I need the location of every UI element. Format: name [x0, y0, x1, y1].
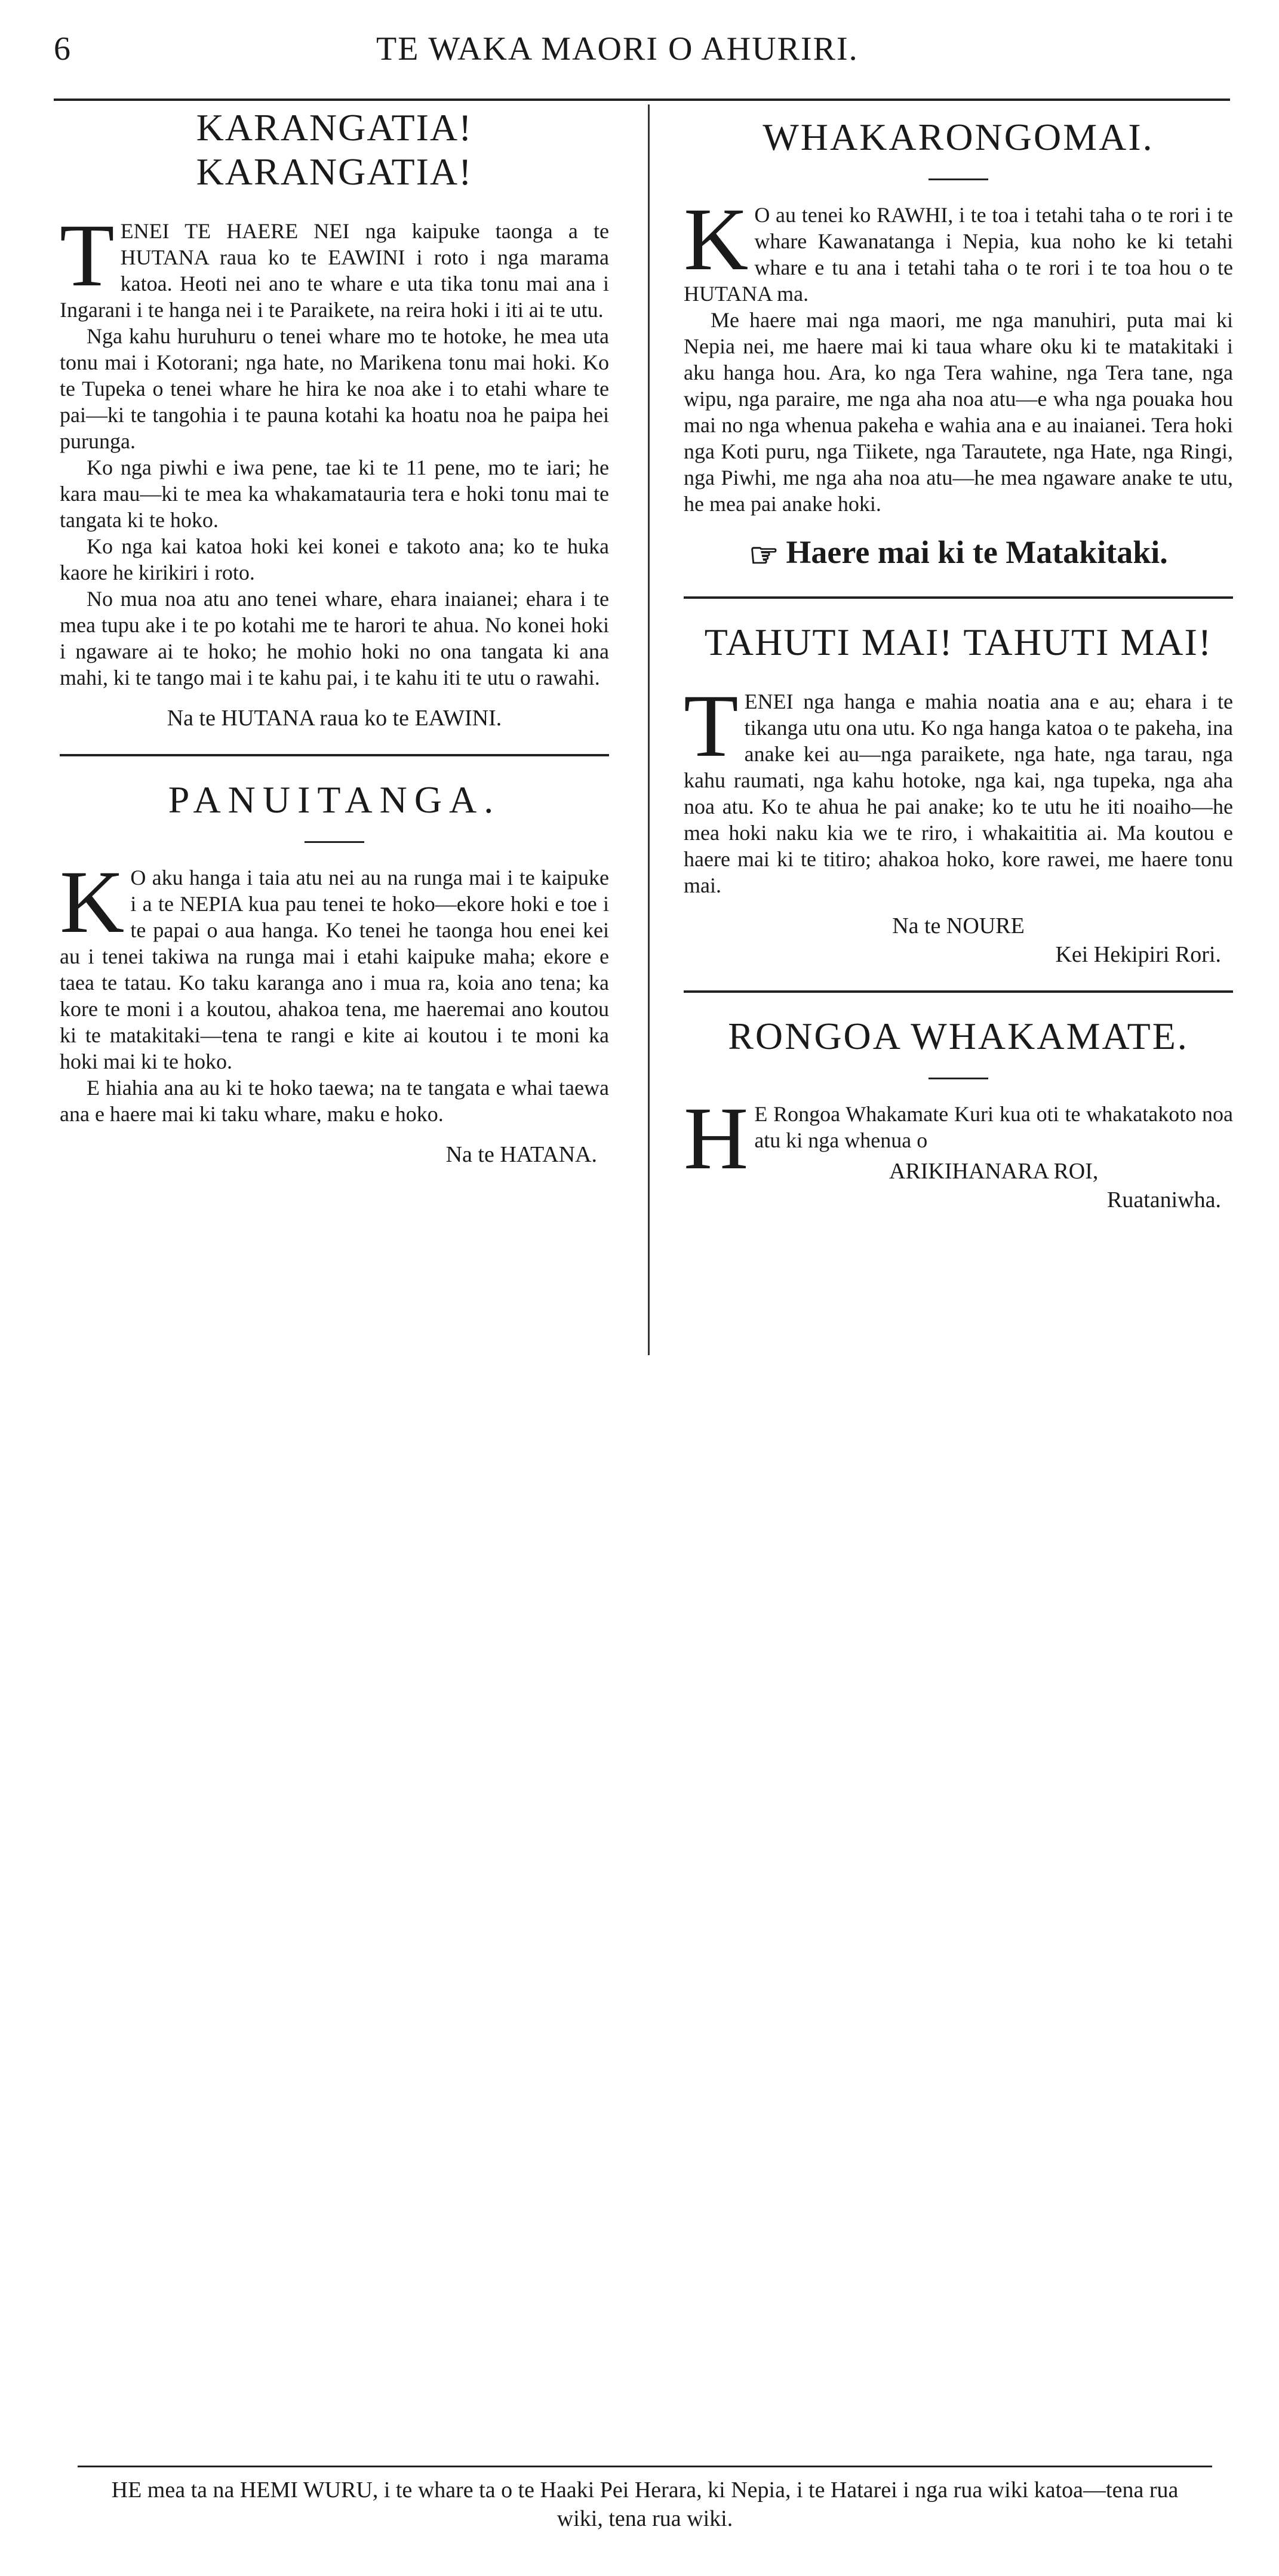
- signature-address: Ruataniwha.: [1106, 1187, 1221, 1213]
- tahuti-advert: [684, 620, 1233, 969]
- whakarongomai-advert: [684, 115, 1233, 575]
- dropcap: T: [684, 676, 739, 776]
- pointing-hand-icon: ☞: [749, 537, 779, 575]
- paragraph: E hiahia ana au ki te hoko taewa; na te tangata e whai taewa ana e haere mai ki taku whare, maku e hoko.: [60, 1076, 609, 1126]
- callout: ☞ Haere mai ki te Matakitaki.: [749, 534, 1168, 575]
- dropcap: H: [684, 1089, 749, 1189]
- signature: Na te HUTANA raua ko te EAWINI.: [167, 706, 502, 731]
- section-rule: [684, 596, 1233, 599]
- section-rule: [684, 990, 1233, 993]
- newspaper-title: TE WAKA MAORI O AHURIRI.: [376, 30, 859, 67]
- signature-address: Kei Hekipiri Rori.: [1055, 942, 1221, 968]
- footer-rule: [78, 2466, 1212, 2467]
- right-column: [684, 104, 1233, 1214]
- section-rule: [60, 754, 609, 756]
- paragraph: Ko nga piwhi e iwa pene, tae ki te 11 pene, mo te iari; he kara mau—ki te mea ka whakamatauria tera e hoki tonu mai te tangata ki te hoko.: [60, 456, 609, 532]
- karangatia-advert: [60, 106, 609, 733]
- imprint-footer: [78, 2466, 1212, 2533]
- signature: ARIKIHANARA ROI,: [888, 1159, 1099, 1184]
- panuitanga-advert: [60, 778, 609, 1169]
- title-rule: [928, 1078, 988, 1079]
- left-column: [60, 104, 609, 1169]
- section-title: RONGOA WHAKAMATE.: [728, 1015, 1189, 1058]
- paragraph: Me haere mai nga maori, me nga manuhiri, puta mai ki Nepia nei, me haere mai ki taua whare oku ki te matakitaki i aku hanga hou. Ara, ko nga Tera wahine, nga Tera tane, nga wipu, nga paraire, me nga aha noa atu—e wha nga pouaka hou mai no nga whenua pakeha e wahia ana e au inaianei. Tera hoki nga Koti puru, nga Tiikete, nga Tarautete, nga Hate, nga Ringi, nga Piwhi, me nga aha noa atu—he mea ngaware anake te utu, he mea pai anake hoki.: [684, 308, 1233, 516]
- signature: Na te HATANA.: [445, 1142, 597, 1167]
- column-divider: [648, 104, 650, 1355]
- paragraph: K O au tenei ko RAWHI, i te toa i tetahi taha o te rori i te whare Kawanatanga i Nepia, kua noho ke ki tetahi whare e tu ana i tetahi taha o te rori i te toa hou o te HUTANA ma.: [684, 190, 1233, 306]
- page-header: [54, 18, 1230, 101]
- imprint-text: HE mea ta na HEMI WURU, i te whare ta o te Haaki Pei Herara, ki Nepia, i te Hatarei i nga rua wiki katoa—tena rua wiki, tena rua wiki.: [111, 2477, 1179, 2531]
- paragraph: Nga kahu huruhuru o tenei whare mo te hotoke, he mea uta tonu mai i Kotorani; nga hate, no Marikena tonu mai hoki. Ko te Tupeka o tenei whare he hira ke noa ake i to etahi whare te pai—ki te tangohia i te pauna kotahi ka hoatu noa he paipa hei purunga.: [60, 324, 609, 453]
- title-rule: [928, 178, 988, 180]
- dropcap: K: [60, 852, 125, 952]
- paragraph: K O aku hanga i taia atu nei au na runga mai i te kaipuke i a te NEPIA kua pau tenei te hoko—ekore hoki e toe i te papai o aua hanga. Ko tenei he taonga hou enei kei au i tenei takiwa na runga mai i etahi kaipuke maha; ekore e taea te tatau. Ko taku karanga ano i mua ra, koia ano tena; ka kore te moni i a koutou, ahakoa tena, me haeremai ano koutou ki te matakitaki—tena te rangi e kite ai koutou i te moni ka hoki mai ki te hoko.: [60, 852, 609, 1073]
- paragraph: No mua noa atu ano tenei whare, ehara inaianei; ehara i te mea tupu ake i te po kotahi me te harori te ahua. No konei hoki i ngaware ai te hoko; he mohio hoki no ona tangata ki ana mahi, ki te tango mai i te kahu pai, i te kahu iti te utu o rawahi.: [60, 587, 609, 690]
- header-rule: [54, 99, 1230, 101]
- section-title: PANUITANGA.: [168, 778, 501, 821]
- dropcap: T: [60, 206, 115, 305]
- paragraph: Ko nga kai katoa hoki kei konei e takoto ana; ko te huka kaore he kirikiri i roto.: [60, 534, 609, 584]
- section-title: KARANGATIA! KARANGATIA!: [196, 106, 473, 193]
- rongoa-advert: [684, 1014, 1233, 1214]
- paragraph: TENEI nga hanga e mahia noatia ana e au; ehara i te tikanga utu ona utu. Ko nga hanga katoa o te pakeha, ina anake kei au—nga paraikete, nga hate, nga tarau, nga kahu raumati, nga kahu hotoke, nga kai, nga tupeka, nga aha noa atu. Ko te ahua he pai anake; ko te utu he iti noaiho—he mea hoki naku kia we te riro, i whakaititia ai. Ma koutou e haere mai ki te titiro; ahakoa hoko, kore rawei, me haere tonu mai.: [684, 676, 1233, 898]
- signature: Na te NOURE: [892, 913, 1025, 939]
- paragraph: TENEI TE HAERE NEI nga kaipuke taonga a te HUTANA raua ko te EAWINI i roto i nga marama katoa. Heoti nei ano te whare e uta tika tonu mai ana i Ingarani i te hanga nei i te Paraikete, na reira hoki i iti ai te utu.: [60, 206, 609, 322]
- dropcap: K: [684, 190, 749, 289]
- title-rule: [305, 841, 364, 843]
- paragraph: H E Rongoa Whakamate Kuri kua oti te whakatakoto noa atu ki nga whenua o: [684, 1089, 1233, 1189]
- page-number: 6: [54, 30, 70, 67]
- section-title: WHAKARONGOMAI.: [763, 116, 1154, 158]
- section-title: TAHUTI MAI! TAHUTI MAI!: [704, 621, 1213, 664]
